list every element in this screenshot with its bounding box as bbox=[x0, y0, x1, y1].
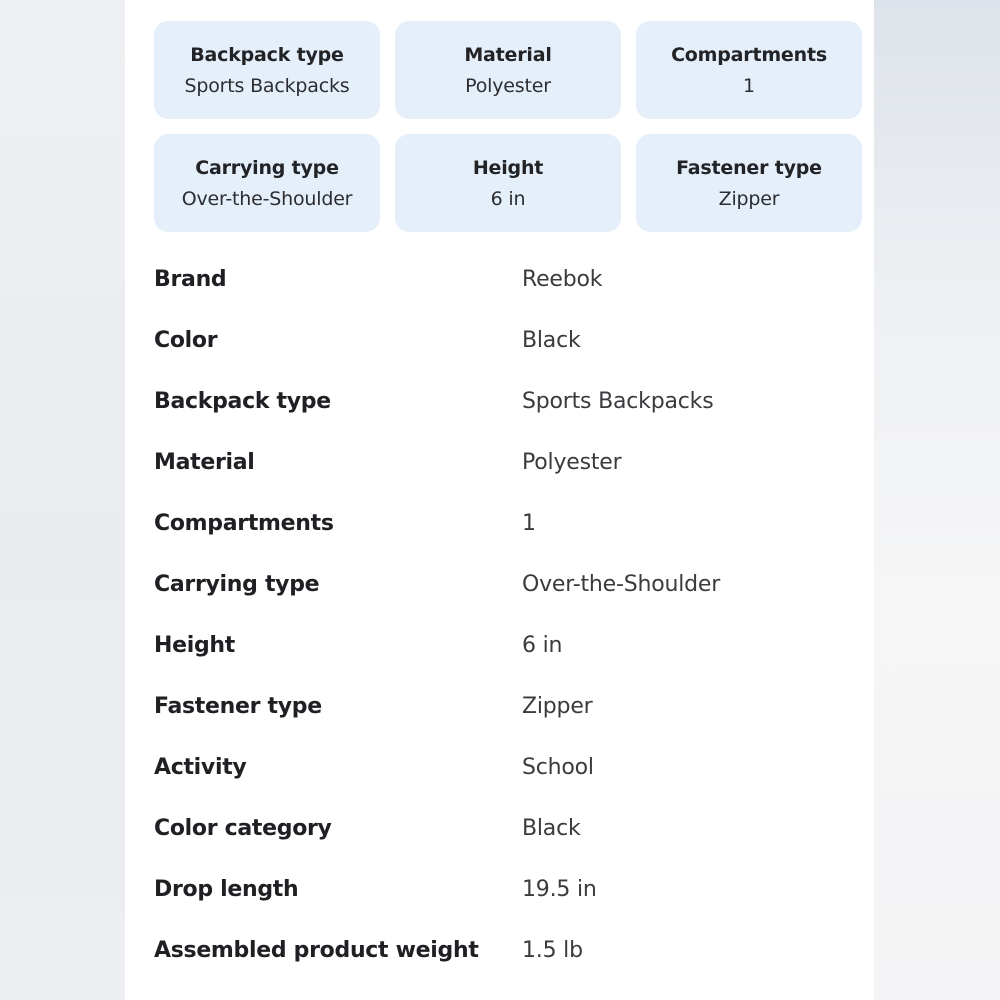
spec-label: Height bbox=[154, 633, 236, 658]
spec-label: Assembled product weight bbox=[154, 938, 479, 963]
highlight-label: Compartments bbox=[671, 43, 827, 66]
spec-value: 6 in bbox=[522, 633, 563, 658]
spec-label: Material bbox=[154, 450, 255, 475]
background-right bbox=[874, 0, 1000, 1000]
highlight-value: Zipper bbox=[718, 187, 780, 210]
spec-row-height bbox=[154, 615, 854, 676]
highlight-label: Carrying type bbox=[195, 156, 339, 179]
spec-row-fastener-type bbox=[154, 676, 854, 737]
highlight-tile-fastener-type bbox=[636, 134, 862, 232]
spec-row-material bbox=[154, 432, 854, 493]
spec-label: Color category bbox=[154, 816, 332, 841]
spec-row-backpack-type bbox=[154, 371, 854, 432]
spec-label: Activity bbox=[154, 755, 247, 780]
highlight-tile-material bbox=[395, 21, 621, 119]
spec-label: Drop length bbox=[154, 877, 299, 902]
highlight-value: Sports Backpacks bbox=[184, 74, 350, 97]
spec-row-compartments bbox=[154, 493, 854, 554]
spec-label: Brand bbox=[154, 267, 227, 292]
highlight-value: 6 in bbox=[490, 187, 526, 210]
spec-value: Polyester bbox=[522, 450, 622, 475]
background-left bbox=[0, 0, 125, 1000]
spec-value: Sports Backpacks bbox=[522, 389, 714, 414]
highlight-tile-carrying-type bbox=[154, 134, 380, 232]
spec-value: Black bbox=[522, 816, 581, 841]
highlight-label: Fastener type bbox=[676, 156, 822, 179]
spec-label: Compartments bbox=[154, 511, 334, 536]
spec-row-brand bbox=[154, 249, 854, 310]
spec-label: Carrying type bbox=[154, 572, 320, 597]
highlight-label: Backpack type bbox=[190, 43, 344, 66]
highlight-value: Over-the-Shoulder bbox=[181, 187, 353, 210]
spec-value: 1.5 lb bbox=[522, 938, 583, 963]
spec-value: School bbox=[522, 755, 594, 780]
spec-label: Fastener type bbox=[154, 694, 322, 719]
specifications-panel bbox=[125, 0, 874, 1000]
highlight-tiles bbox=[154, 21, 861, 232]
highlight-tile-compartments bbox=[636, 21, 862, 119]
highlight-label: Material bbox=[464, 43, 552, 66]
spec-label: Color bbox=[154, 328, 218, 353]
specifications-list bbox=[154, 249, 854, 981]
highlight-value: 1 bbox=[743, 74, 755, 97]
spec-value: 1 bbox=[522, 511, 536, 536]
spec-value: 19.5 in bbox=[522, 877, 597, 902]
highlight-tile-height bbox=[395, 134, 621, 232]
spec-row-color-category bbox=[154, 798, 854, 859]
highlight-label: Height bbox=[472, 156, 544, 179]
spec-row-carrying-type bbox=[154, 554, 854, 615]
highlight-tile-backpack-type bbox=[154, 21, 380, 119]
spec-value: Over-the-Shoulder bbox=[522, 572, 721, 597]
spec-value: Black bbox=[522, 328, 581, 353]
spec-value: Zipper bbox=[522, 694, 593, 719]
spec-label: Backpack type bbox=[154, 389, 331, 414]
spec-row-drop-length bbox=[154, 859, 854, 920]
spec-value: Reebok bbox=[522, 267, 603, 292]
spec-row-color bbox=[154, 310, 854, 371]
highlight-value: Polyester bbox=[465, 74, 551, 97]
spec-row-activity bbox=[154, 737, 854, 798]
spec-row-assembled-product-weight bbox=[154, 920, 854, 981]
